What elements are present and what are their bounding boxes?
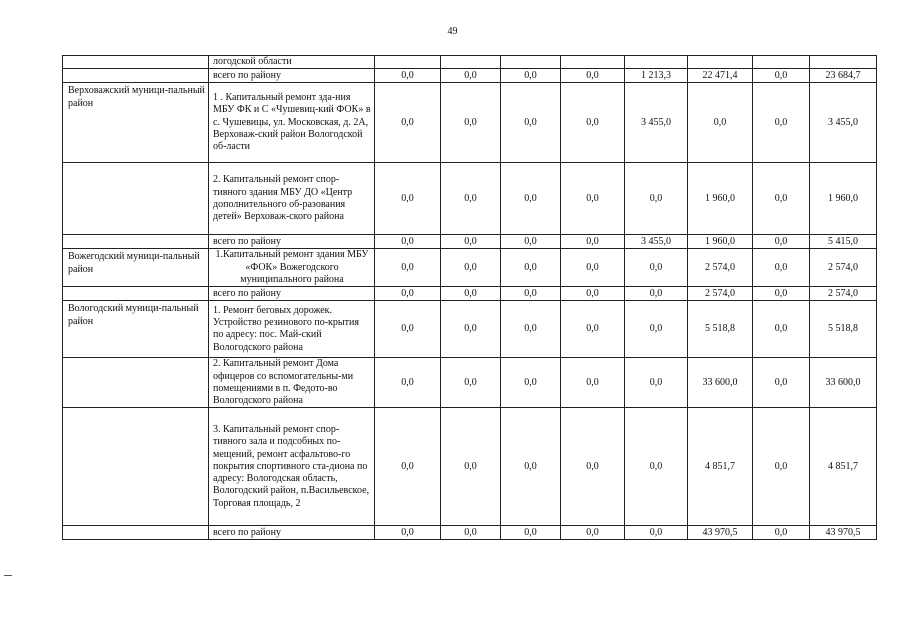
value-cell: 0,0 bbox=[561, 69, 625, 83]
value-cell: 1 960,0 bbox=[688, 235, 753, 249]
total-label-cell: всего по району bbox=[209, 235, 375, 249]
table-row bbox=[63, 163, 877, 235]
value-cell: 0,0 bbox=[501, 83, 561, 163]
value-cell: 0,0 bbox=[375, 249, 441, 287]
value-cell: 1 960,0 bbox=[810, 163, 877, 235]
project-description-cell: логодской области bbox=[209, 56, 375, 69]
value-cell: 0,0 bbox=[501, 287, 561, 301]
value-cell: 1 213,3 bbox=[625, 69, 688, 83]
value-cell bbox=[810, 56, 877, 69]
total-label-cell: всего по району bbox=[209, 287, 375, 301]
value-cell: 0,0 bbox=[501, 235, 561, 249]
value-cell: 0,0 bbox=[625, 287, 688, 301]
district-name-cell bbox=[63, 526, 209, 540]
district-name-cell bbox=[63, 235, 209, 249]
budget-table bbox=[62, 55, 877, 540]
value-cell: 0,0 bbox=[501, 249, 561, 287]
value-cell: 0,0 bbox=[375, 83, 441, 163]
value-cell: 0,0 bbox=[441, 408, 501, 526]
district-total-row bbox=[63, 69, 877, 83]
district-name-cell bbox=[63, 408, 209, 526]
value-cell: 0,0 bbox=[561, 408, 625, 526]
value-cell: 0,0 bbox=[561, 358, 625, 408]
value-cell: 0,0 bbox=[441, 358, 501, 408]
value-cell: 43 970,5 bbox=[810, 526, 877, 540]
value-cell: 0,0 bbox=[753, 163, 810, 235]
district-name-cell: Верховажский муници-пальный район bbox=[63, 83, 209, 163]
value-cell bbox=[375, 56, 441, 69]
value-cell: 0,0 bbox=[561, 83, 625, 163]
value-cell: 0,0 bbox=[753, 526, 810, 540]
value-cell: 3 455,0 bbox=[625, 83, 688, 163]
district-name-cell bbox=[63, 358, 209, 408]
value-cell: 2 574,0 bbox=[810, 287, 877, 301]
value-cell: 0,0 bbox=[441, 83, 501, 163]
value-cell: 0,0 bbox=[441, 249, 501, 287]
table-row bbox=[63, 56, 877, 69]
table-body bbox=[63, 56, 877, 540]
table-row bbox=[63, 408, 877, 526]
project-description-cell: 1 . Капитальный ремонт зда-ния МБУ ФК и С «Чушевиц-кий ФОК» в с. Чушевицы, ул. Московская, д. 2А, Верховаж-ский район Вологодской об-ласти bbox=[209, 83, 375, 163]
district-total-row bbox=[63, 526, 877, 540]
project-description-cell: 3. Капитальный ремонт спор-тивного зала и подсобных по-мещений, ремонт асфальтово-го покрытия спортивного ста-диона по адресу: Вологодская область, Вологодский район, п.Васильевское, Торговая площадь, 2 bbox=[209, 408, 375, 526]
page-number: 49 bbox=[447, 26, 458, 37]
value-cell: 0,0 bbox=[753, 408, 810, 526]
value-cell: 5 518,8 bbox=[810, 301, 877, 358]
value-cell: 0,0 bbox=[625, 526, 688, 540]
value-cell: 0,0 bbox=[501, 526, 561, 540]
value-cell: 0,0 bbox=[501, 358, 561, 408]
table-row bbox=[63, 301, 877, 358]
value-cell: 3 455,0 bbox=[625, 235, 688, 249]
district-name-cell: Вологодский муници-пальный район bbox=[63, 301, 209, 358]
value-cell: 0,0 bbox=[625, 358, 688, 408]
value-cell: 0,0 bbox=[501, 301, 561, 358]
value-cell bbox=[753, 56, 810, 69]
value-cell: 0,0 bbox=[625, 301, 688, 358]
table-row bbox=[63, 249, 877, 287]
table-row bbox=[63, 358, 877, 408]
project-description-cell: 2. Капитальный ремонт спор-тивного здания МБУ ДО «Центр дополнительного об-разования детей» Верховаж-ского района bbox=[209, 163, 375, 235]
district-name-cell bbox=[63, 163, 209, 235]
value-cell: 0,0 bbox=[625, 408, 688, 526]
project-description-cell: 1.Капитальный ремонт здания МБУ «ФОК» Вожегодского муниципального района bbox=[209, 249, 375, 287]
district-total-row bbox=[63, 235, 877, 249]
value-cell: 2 574,0 bbox=[688, 249, 753, 287]
value-cell: 4 851,7 bbox=[688, 408, 753, 526]
value-cell: 0,0 bbox=[501, 69, 561, 83]
value-cell: 33 600,0 bbox=[688, 358, 753, 408]
value-cell: 0,0 bbox=[501, 163, 561, 235]
value-cell: 23 684,7 bbox=[810, 69, 877, 83]
value-cell: 0,0 bbox=[753, 301, 810, 358]
value-cell: 0,0 bbox=[753, 287, 810, 301]
value-cell: 0,0 bbox=[753, 69, 810, 83]
value-cell: 5 415,0 bbox=[810, 235, 877, 249]
value-cell: 4 851,7 bbox=[810, 408, 877, 526]
value-cell: 0,0 bbox=[375, 301, 441, 358]
total-label-cell: всего по району bbox=[209, 526, 375, 540]
value-cell: 2 574,0 bbox=[810, 249, 877, 287]
district-name-cell bbox=[63, 69, 209, 83]
value-cell: 0,0 bbox=[561, 301, 625, 358]
value-cell: 0,0 bbox=[441, 235, 501, 249]
value-cell bbox=[688, 56, 753, 69]
value-cell: 0,0 bbox=[375, 287, 441, 301]
value-cell: 0,0 bbox=[441, 526, 501, 540]
value-cell: 3 455,0 bbox=[810, 83, 877, 163]
value-cell: 0,0 bbox=[753, 358, 810, 408]
value-cell: 0,0 bbox=[561, 526, 625, 540]
value-cell: 0,0 bbox=[561, 235, 625, 249]
district-name-cell bbox=[63, 287, 209, 301]
value-cell: 22 471,4 bbox=[688, 69, 753, 83]
value-cell: 0,0 bbox=[375, 163, 441, 235]
district-total-row bbox=[63, 287, 877, 301]
value-cell bbox=[561, 56, 625, 69]
value-cell: 0,0 bbox=[501, 408, 561, 526]
value-cell: 0,0 bbox=[561, 163, 625, 235]
value-cell: 0,0 bbox=[375, 526, 441, 540]
value-cell: 0,0 bbox=[375, 69, 441, 83]
table-row bbox=[63, 83, 877, 163]
value-cell: 0,0 bbox=[561, 287, 625, 301]
value-cell bbox=[625, 56, 688, 69]
project-description-cell: 2. Капитальный ремонт Дома офицеров со вспомогательны-ми помещениями в п. Федото-во Вологодского района bbox=[209, 358, 375, 408]
value-cell: 0,0 bbox=[375, 408, 441, 526]
value-cell: 0,0 bbox=[441, 163, 501, 235]
value-cell: 0,0 bbox=[441, 69, 501, 83]
value-cell: 1 960,0 bbox=[688, 163, 753, 235]
value-cell: 0,0 bbox=[753, 235, 810, 249]
value-cell: 0,0 bbox=[441, 301, 501, 358]
value-cell: 43 970,5 bbox=[688, 526, 753, 540]
value-cell: 0,0 bbox=[375, 235, 441, 249]
district-name-cell bbox=[63, 56, 209, 69]
project-description-cell: 1. Ремонт беговых дорожек. Устройство резинового по-крытия по адресу: пос. Май-ский Вологодского района bbox=[209, 301, 375, 358]
value-cell: 0,0 bbox=[753, 249, 810, 287]
value-cell: 2 574,0 bbox=[688, 287, 753, 301]
value-cell: 0,0 bbox=[625, 163, 688, 235]
value-cell bbox=[441, 56, 501, 69]
total-label-cell: всего по району bbox=[209, 69, 375, 83]
scan-mark bbox=[4, 575, 12, 576]
value-cell: 5 518,8 bbox=[688, 301, 753, 358]
district-name-cell: Вожегодский муници-пальный район bbox=[63, 249, 209, 287]
value-cell bbox=[501, 56, 561, 69]
value-cell: 0,0 bbox=[561, 249, 625, 287]
value-cell: 33 600,0 bbox=[810, 358, 877, 408]
value-cell: 0,0 bbox=[375, 358, 441, 408]
value-cell: 0,0 bbox=[688, 83, 753, 163]
value-cell: 0,0 bbox=[625, 249, 688, 287]
value-cell: 0,0 bbox=[753, 83, 810, 163]
value-cell: 0,0 bbox=[441, 287, 501, 301]
